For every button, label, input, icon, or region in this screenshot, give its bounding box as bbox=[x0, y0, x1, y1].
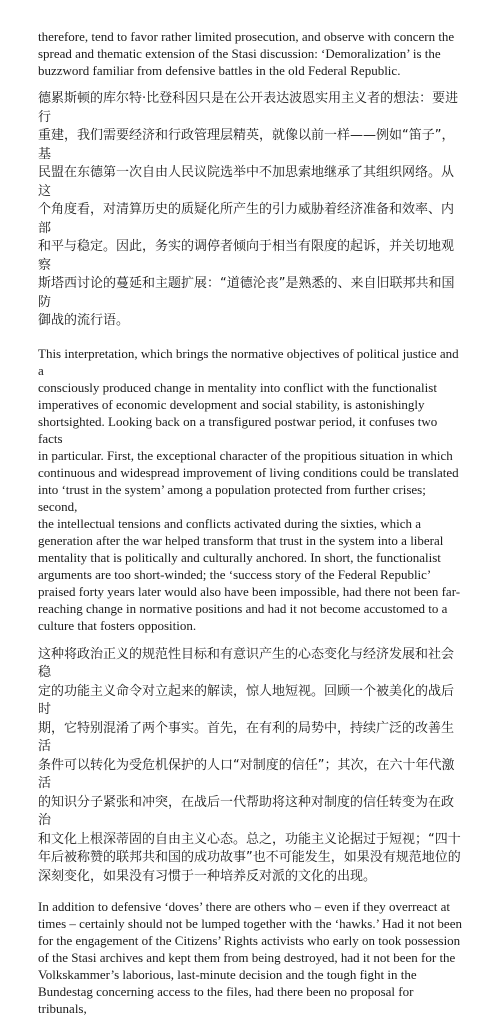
paragraph-zh-2: 这种将政治正义的规范性目标和有意识产生的心态变化与经济发展和社会稳 定的功能主义命令对立起来的解读，惊人地短视。回顾一个被美化的战后时 期，它特别混淆了两个事实。首先，在有利的局势中，持续广泛的改善生活 条件可以转化为受危机保护的人口“对制度的信任”；其次，在六十年代激活 的知识分子紧张和冲突，在战后一代帮助将这种对制度的信任转变为在政治 和文化上根深蒂固的自由主义心态。总之，功能主义论据过于短视；“四十 年后被称赞的联邦共和国的成功故事”也不可能发生，如果没有规范地位的 深刻变化，如果没有习惯于一种培养反对派的文化的出现。 bbox=[38, 646, 461, 884]
paragraph-en-1: therefore, tend to favor rather limited prosecution, and observe with concern the spread and thematic extension of the Stasi discussion: ‘Demoralization’ is the buzzword familiar from defensive battles in the old Federal Republic. bbox=[38, 29, 455, 78]
document-page bbox=[38, 28, 462, 1017]
paragraph-en-3: In addition to defensive ‘doves’ there are others who – even if they overreact at times – certainly should not be lumped together with the ‘hawks.’ Had it not been for the engagement of the Citizens’ Rights activists who early on took possession of the Stasi archives and kept them from being destroyed, had it not been for the Volkskammer’s laborious, last-minute decision and the tough fight in the Bundestag concerning access to the files, had there been no proposal for tribunals, bbox=[38, 899, 462, 1016]
paragraph-en-2: This interpretation, which brings the normative objectives of political justice and a consciously produced change in mentality into conflict with the functionalist imperatives of economic development and social stability, is astonishingly shortsighted. Looking back on a transfigured postwar period, it confuses two facts in particular. First, the exceptional character of the propitious situation in which continuous and widespread improvement of living conditions could be translated into ‘trust in the system’ among a population protected from further crises; second, the intellectual tensions and conflicts activated during the sixties, which a generation after the war helped transform that trust in the system into a liberal mentality that is politically and culturally anchored. In short, the functionalist arguments are too short-winded; the ‘success story of the Federal Republic’ praised forty years later would also have been impossible, had there not been far- reaching change in normative positions and had it not become accustomed to a culture that fosters opposition. bbox=[38, 345, 461, 633]
paragraph-zh-1: 德累斯顿的库尔特·比登科因只是在公开表达波恩实用主义者的想法：要进行 重建，我们需要经济和行政管理层精英，就像以前一样——例如“笛子”，基 民盟在东德第一次自由人民议院选举中不加思索地继承了其组织网络。从这 个角度看，对清算历史的质疑化所产生的引力威胁着经济准备和效率、内部 和平与稳定。因此，务实的调停者倾向于相当有限度的起诉，并关切地观察 斯塔西讨论的蔓延和主题扩展：“道德沦丧”是熟悉的、来自旧联邦共和国防 御战的流行语。 bbox=[38, 91, 459, 328]
